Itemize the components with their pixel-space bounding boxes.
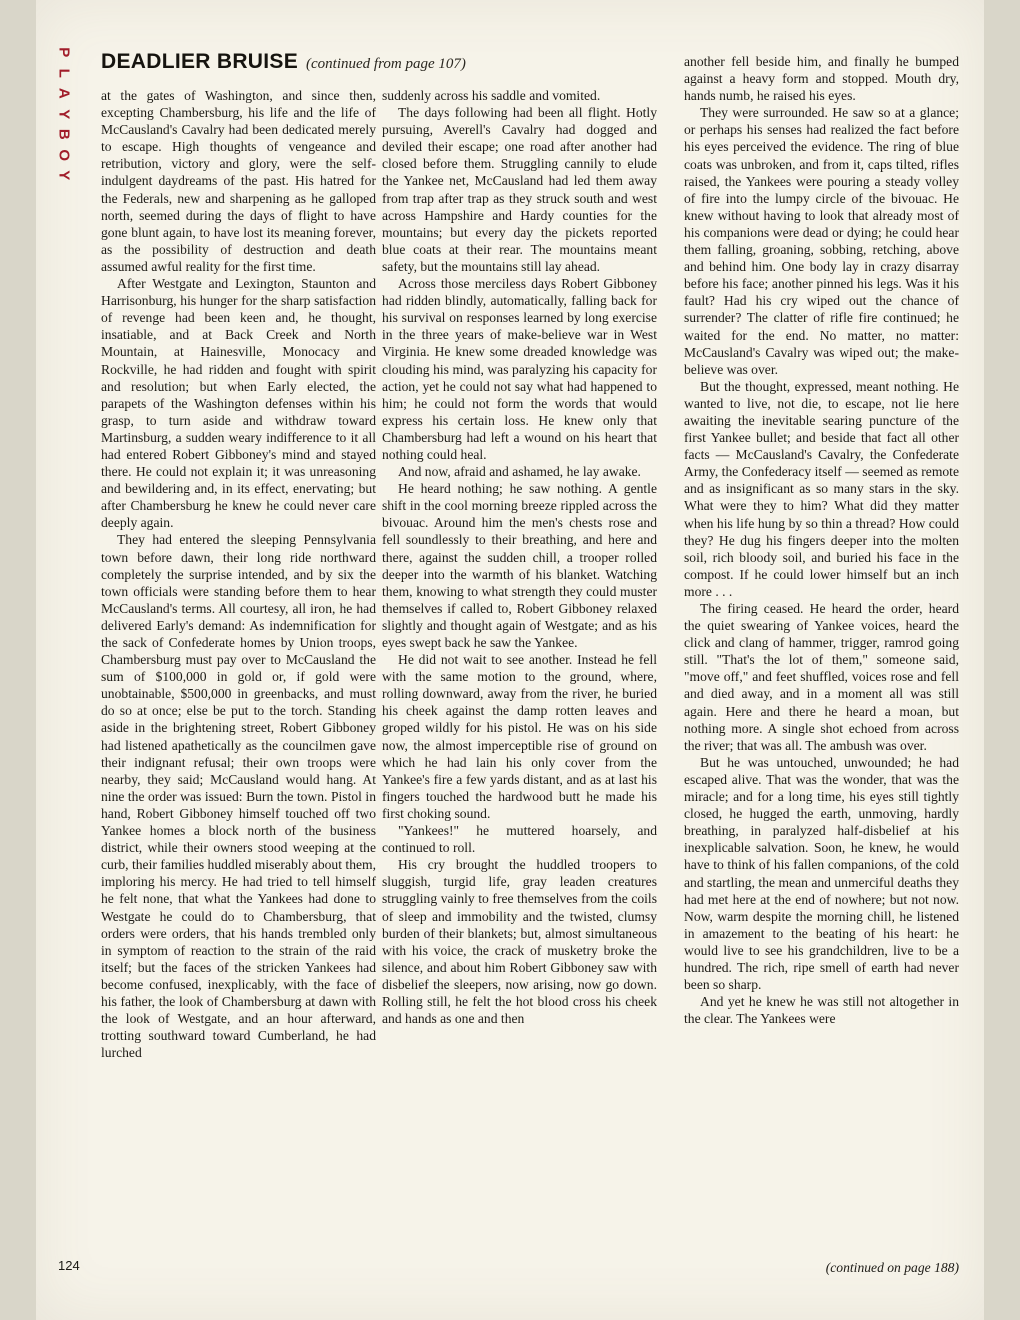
masthead-letter: A: [55, 87, 73, 99]
paragraph: And now, afraid and ashamed, he lay awake.: [398, 464, 641, 480]
masthead-letter: B: [55, 128, 73, 140]
paragraph: But the thought, expressed, meant nothing. He wanted to live, not die, to escape, not lie here awaiting the inevitable searing puncture of the first Yankee bullet; and beside that fact all other facts — McCausland's Cavalry, the Confederate Army, the Confederacy itself — seemed as remote and as insignificant as so many stars in the sky. What were they to him? What did they matter when his life hung by so thin a thread? How could they? He dug his fingers deeper into the molten soil, rich bloody soil, and buried his face in the compost. If he could lower himself but an inch more . . .: [684, 378, 959, 599]
paragraph: Across those merciless days Robert Gibboney had ridden blindly, automatically, falling back for his survival on responses learned by long exercise in the three years of make-believe war in West Virginia. He knew some dreaded knowledge was clouding his mind, was paralyzing his capacity for action, yet he could not say what had happened to him; he could not form the words that would express his certain loss. He knew only that Chambersburg had left a wound on his heart that nothing could heal.: [382, 276, 657, 462]
masthead-letter: Y: [55, 108, 73, 119]
paragraph: His cry brought the huddled troopers to sluggish, turgid life, gray leaden creatures struggling vainly to free themselves from the coils of sleep and immobility and the twisted, clumsy burden of their blankets; but, almost simultaneous with his voice, the crack of musketry broke the silence, and about him Robert Gibboney saw with disbelief the sleepers, now arising, now go down. Rolling still, he felt the hot blood cross his cheek and hands as one and then: [382, 857, 657, 1027]
paragraph: After Westgate and Lexington, Staunton and Harrisonburg, his hunger for the sharp satisfaction of revenge had been keen and, he thought, insatiable, and at Back Creek and North Mountain, at Hainesville, Monocacy and Rockville, he had ridden and fought with spirit and resolution; but when Early elected, the parapets of the Washington defenses within his grasp, to turn aside and withdraw toward Martinsburg, a sudden weary indifference to it all had entered Robert Gibboney's mind and stayed there. He could not explain it; it was unreasoning and bewildering and, in its effect, enervating; but after Chambersburg he knew he could never care deeply again.: [101, 276, 376, 531]
continued-on-note: (continued on page 188): [825, 1260, 959, 1275]
text-column-2: [382, 87, 657, 1027]
paragraph: another fell beside him, and finally he bumped against a heavy form and stopped. Mouth dry, hands numb, he raised his eyes.: [684, 54, 959, 104]
paragraph: He did not wait to see another. Instead he fell with the same motion to the ground, where, rolling downward, away from the river, he buried his cheek against the damp rotten leaves and groped wildly for his pistol. He was on his side now, the almost imperceptible rise of ground on which he had lain his only cover from the Yankee's fire a few yards distant, and as at last his fingers touched the hardwood butt he made his first choking sound.: [382, 652, 657, 821]
page-number: 124: [58, 1258, 80, 1273]
paragraph: "Yankees!" he muttered hoarsely, and continued to roll.: [382, 823, 657, 856]
masthead-letter: O: [55, 148, 73, 161]
paragraph: at the gates of Washington, and since then, excepting Chambersburg, his life and the life of McCausland's Cavalry had been dedicated merely to escape. High thoughts of vengeance and retribution, victory and glory, were the self-indulgent daydreams of the past. His hatred for the Federals, new and sharpening as he galloped north, seemed during the days of flight to have gone blunt again, to have lost its meaning forever, as the possibility of destruction and death assumed awful reality for the first time.: [101, 88, 376, 274]
paragraph: But he was untouched, unwounded; he had escaped alive. That was the wonder, that was the miracle; and for a long time, his eyes still tightly closed, he hugged the earth, unmoving, hardly breathing, in paralyzed half-disbelief at his inexplicable salvation. Soon, he knew, he would have to think of his fallen companions, of the cold and startling, the mean and unmerciful deaths they had met here at the end of nowhere; but not now. Now, warm despite the morning chill, he listened in amazement to the beating of his heart: he would live to see his grandchildren, live to be a hundred. The rich, ripe smell of earth had never been so sharp.: [684, 754, 959, 993]
story-title: DEADLIER BRUISE: [101, 50, 299, 73]
text-column-3: [684, 53, 959, 1027]
paragraph: They were surrounded. He saw so at a glance; or perhaps his senses had realized the fact before his eyes perceived the evidence. The ring of blue coats was unbroken, and from it, caps tilted, rifles raised, the Yankees were pouring a steady volley of fire into the lumpy circle of the bivouac. He knew without having to look that already most of his companions were dead or dying; he could hear them falling, groaning, sobbing, retching, above and behind him. One body lay in crazy disarray before his face; another pinned his legs. Was it his fault? Had his cry wiped out the chance of surrender? The clatter of rifle fire continued; he waited for the end. No matter, no matter: McCausland's Cavalry was wiped out; the make-believe was over.: [684, 105, 959, 377]
paragraph: They had entered the sleeping Pennsylvania town before dawn, their long ride northward completely the surprise intended, and by six the town officials were standing before them to hear McCausland's terms. All courtesy, all iron, he had delivered Early's demand: As indemnification for the sack of Confederate homes by Union troops, Chambersburg must pay over to McCausland the sum of $100,000 in gold or, if gold were unobtainable, $500,000 in greenbacks, and must do so at once; else be put to the torch. Standing aside in the brightening street, Robert Gibboney had listened apathetically as the councilmen gave their indignant refusal; their own troops were nearby, they said; McCausland would hang. At nine the order was issued: Burn the town. Pistol in hand, Robert Gibboney himself touched off two Yankee homes a block north of the business district, while their owners stood weeping at the curb, their families huddled miserably about them, imploring his mercy. He had tried to tell himself he felt none, that what the Yankees had done to Westgate he could do to Chambersburg, that orders were orders, that his hands trembled only in symptom of reaction to the strain of the raid itself; but the faces of the stricken Yankees had become confused, inexplicably, with the face of his father, the look of Chambersburg at dawn with the look of Westgate, and an hour afterward, trotting southward toward Cumberland, he had lurched: [101, 532, 376, 1061]
masthead-letter: L: [55, 68, 73, 78]
text-column-1: [101, 87, 376, 1061]
masthead-letter: P: [55, 47, 73, 58]
story-headline: [101, 50, 681, 80]
masthead-vertical: [52, 42, 74, 186]
paragraph: suddenly across his saddle and vomited.: [382, 88, 601, 103]
continued-from-note: (continued from page 107): [306, 56, 466, 72]
paragraph: The firing ceased. He heard the order, heard the quiet swearing of Yankee voices, heard the click and clang of hammer, trigger, ramrod going still. "That's the lot of them," someone said, "move off," and feet shuffled, voices rose and fell and died away, and in a moment all was still again. Here and there he heard a moan, but nothing more. A single shot echoed from across the river; that was all. The ambush was over.: [684, 601, 959, 753]
masthead-letter: Y: [55, 170, 73, 181]
paragraph: And yet he knew he was still not altogether in the clear. The Yankees were: [684, 994, 959, 1027]
paragraph: He heard nothing; he saw nothing. A gentle shift in the cool morning breeze rippled across the bivouac. Around him the men's chests rose and fell soundlessly to their breathing, and here and there, against the sudden chill, a trooper rolled deeper into the warmth of his blanket. Watching them, knowing to what strength they could muster themselves if called to, Robert Gibboney relaxed slightly and thought again of Westgate; and as his eyes swept back he saw the Yankee.: [382, 481, 657, 650]
magazine-page: [36, 0, 984, 1320]
paragraph: The days following had been all flight. Hotly pursuing, Averell's Cavalry had dogged and deviled their escape; one road after another had closed before them. Struggling cannily to elude the Yankee net, McCausland had led them away from trap after trap as they struck south and west across Hampshire and Hardy counties for the mountains; but every day the pickets reported blue coats at their rear. The mountains meant safety, but the mountains still lay ahead.: [382, 105, 657, 274]
